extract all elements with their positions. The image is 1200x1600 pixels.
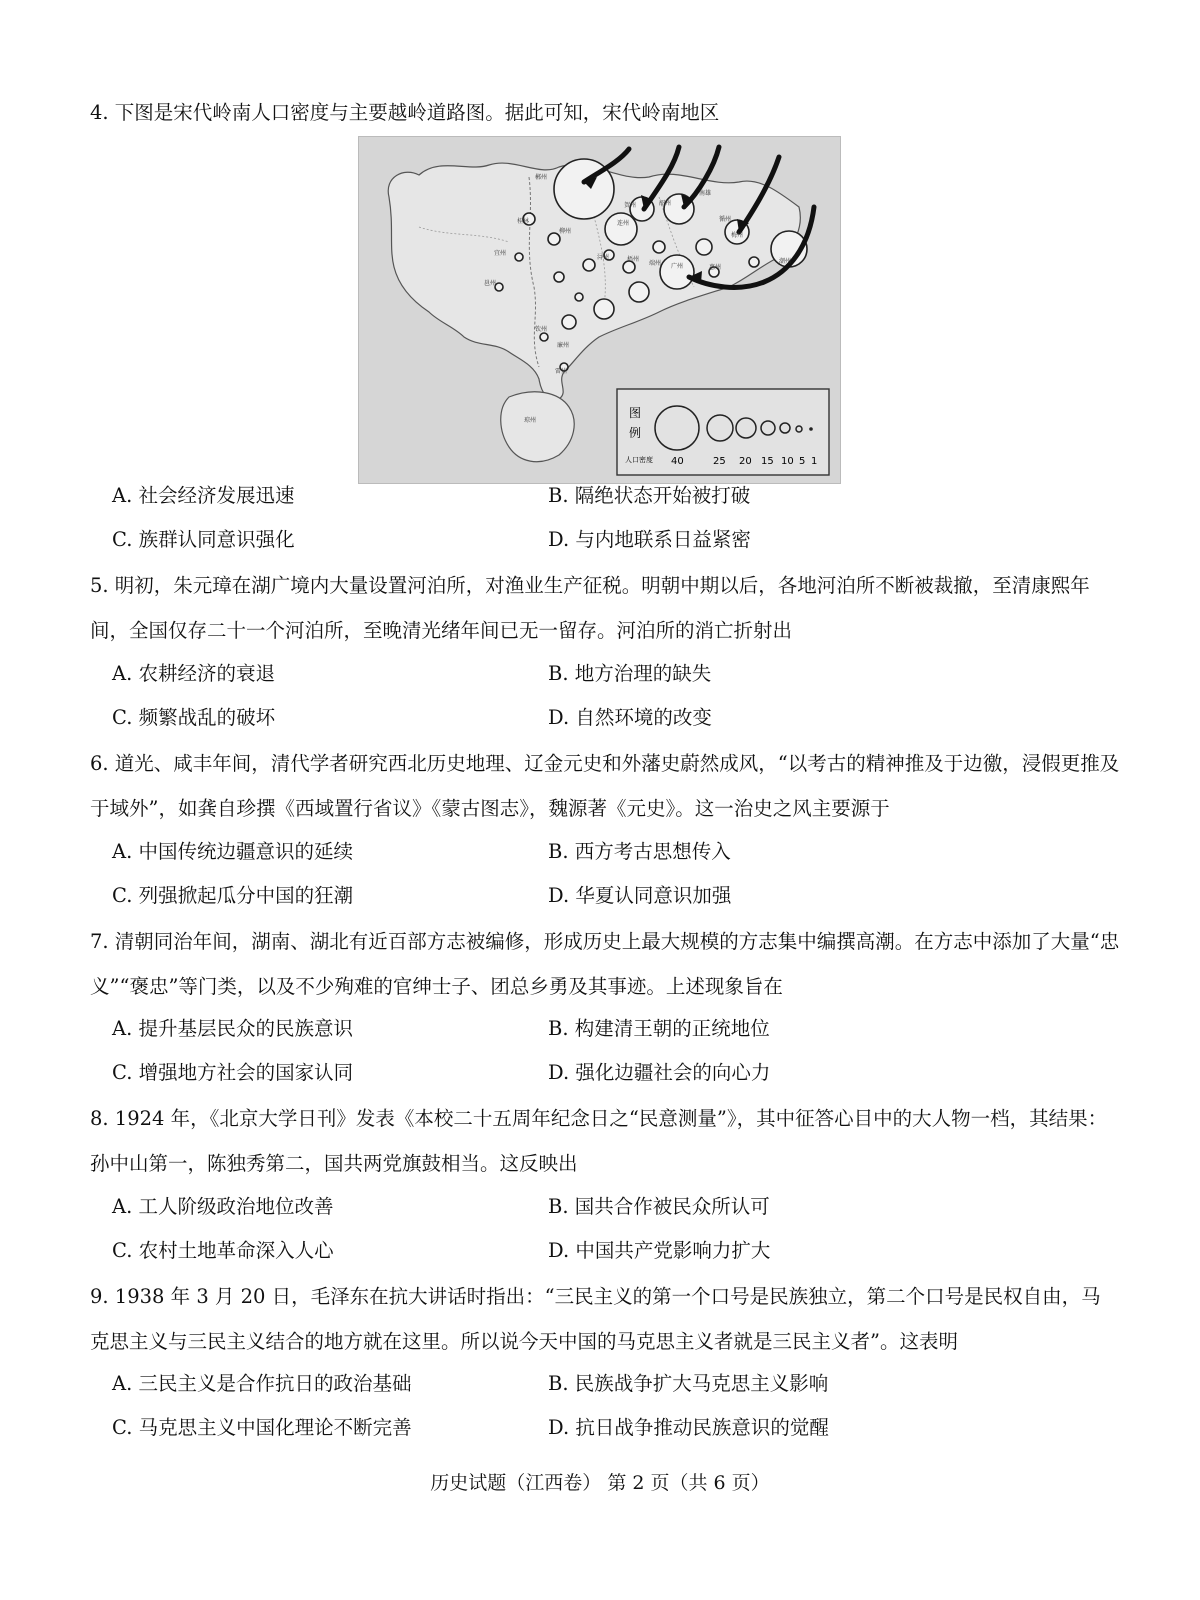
svg-text:郴州: 郴州 bbox=[535, 174, 548, 181]
legend-caption: 人口密度 bbox=[625, 456, 653, 464]
svg-text:梧州: 梧州 bbox=[627, 256, 640, 263]
map-legend bbox=[617, 389, 829, 475]
legend-value: 40 bbox=[671, 456, 684, 467]
song-lingnan-map-figure bbox=[358, 136, 841, 484]
question-stem: 8. 1924 年，《北京大学日刊》发表《本校二十五周年纪念日之“民意测量”》，其中征答心目中的大人物一档，其结果：孙中山第一，陈独秀第二，国共两党旗鼓相当。这反映出 bbox=[90, 1107, 1108, 1175]
svg-text:宜州: 宜州 bbox=[494, 250, 507, 257]
svg-text:南雄: 南雄 bbox=[699, 190, 712, 197]
legend-title-1: 图 bbox=[629, 406, 642, 420]
option-d[interactable]: D. 自然环境的改变 bbox=[548, 706, 712, 729]
option-b[interactable]: B. 民族战争扩大马克思主义影响 bbox=[548, 1372, 829, 1395]
question-stem: 7. 清朝同治年间，湖南、湖北有近百部方志被编修，形成历史上最大规模的方志集中编撰高潮。在方志中添加了大量“忠义”“褒忠”等门类，以及不少殉难的官绅士子、团总乡勇及其事迹。上述现象旨在 bbox=[90, 930, 1120, 998]
map-svg bbox=[359, 137, 840, 483]
legend-value: 15 bbox=[761, 456, 774, 467]
option-d[interactable]: D. 与内地联系日益紧密 bbox=[548, 528, 751, 551]
svg-text:邕州: 邕州 bbox=[484, 280, 497, 287]
option-c[interactable]: C. 农村土地革命深入人心 bbox=[112, 1239, 334, 1262]
question-7 bbox=[90, 919, 1120, 1009]
option-b[interactable]: B. 构建清王朝的正统地位 bbox=[548, 1017, 770, 1040]
question-4 bbox=[90, 90, 1120, 135]
svg-text:雷州: 雷州 bbox=[555, 368, 568, 375]
option-a[interactable]: A. 提升基层民众的民族意识 bbox=[112, 1017, 353, 1040]
legend-title-2: 例 bbox=[629, 426, 642, 440]
legend-value: 5 bbox=[799, 456, 806, 467]
option-b[interactable]: B. 西方考古思想传入 bbox=[548, 840, 731, 863]
svg-text:桂林: 桂林 bbox=[517, 218, 530, 225]
hainan-island bbox=[501, 392, 574, 462]
legend-value: 20 bbox=[739, 456, 752, 467]
option-a[interactable]: A. 农耕经济的衰退 bbox=[112, 662, 275, 685]
option-d[interactable]: D. 中国共产党影响力扩大 bbox=[548, 1239, 771, 1262]
option-a[interactable]: A. 社会经济发展迅速 bbox=[112, 484, 295, 507]
legend-value: 1 bbox=[811, 456, 818, 467]
question-stem: 4. 下图是宋代岭南人口密度与主要越岭道路图。据此可知，宋代岭南地区 bbox=[90, 101, 720, 124]
option-b[interactable]: B. 国共合作被民众所认可 bbox=[548, 1195, 770, 1218]
svg-text:浔州: 浔州 bbox=[597, 254, 610, 261]
option-b[interactable]: B. 地方治理的缺失 bbox=[548, 662, 712, 685]
question-9 bbox=[90, 1274, 1120, 1364]
svg-text:潮州: 潮州 bbox=[779, 258, 792, 265]
legend-value: 10 bbox=[781, 456, 794, 467]
question-stem: 9. 1938 年 3 月 20 日，毛泽东在抗大讲话时指出：“三民主义的第一个口号是民族独立，第二个口号是民权自由，马克思主义与三民主义结合的地方就在这里。所以说今天中国的马克思主义者就是三民主义者”。这表明 bbox=[90, 1285, 1101, 1353]
svg-text:连州: 连州 bbox=[617, 220, 630, 227]
option-d[interactable]: D. 抗日战争推动民族意识的觉醒 bbox=[548, 1416, 829, 1439]
option-d[interactable]: D. 强化边疆社会的向心力 bbox=[548, 1061, 771, 1084]
option-b[interactable]: B. 隔绝状态开始被打破 bbox=[548, 484, 751, 507]
svg-text:广州: 广州 bbox=[671, 263, 684, 270]
svg-text:梅州: 梅州 bbox=[731, 232, 744, 239]
option-a[interactable]: A. 工人阶级政治地位改善 bbox=[112, 1195, 334, 1218]
question-stem: 5. 明初，朱元璋在湖广境内大量设置河泊所，对渔业生产征税。明朝中期以后，各地河泊所不断被裁撤，至清康熙年间，全国仅存二十一个河泊所，至晚清光绪年间已无一留存。河泊所的消亡折射出 bbox=[90, 574, 1090, 642]
svg-text:钦州: 钦州 bbox=[535, 326, 548, 333]
svg-text:琼州: 琼州 bbox=[524, 417, 537, 424]
option-d[interactable]: D. 华夏认同意识加强 bbox=[548, 884, 732, 907]
svg-text:韶州: 韶州 bbox=[659, 200, 672, 207]
option-c[interactable]: C. 族群认同意识强化 bbox=[112, 528, 295, 551]
svg-text:惠州: 惠州 bbox=[709, 264, 722, 271]
svg-text:贺州: 贺州 bbox=[624, 202, 637, 209]
question-6 bbox=[90, 741, 1120, 831]
option-c[interactable]: C. 频繁战乱的破坏 bbox=[112, 706, 276, 729]
option-a[interactable]: A. 三民主义是合作抗日的政治基础 bbox=[112, 1372, 412, 1395]
option-c[interactable]: C. 马克思主义中国化理论不断完善 bbox=[112, 1416, 412, 1439]
option-a[interactable]: A. 中国传统边疆意识的延续 bbox=[112, 840, 353, 863]
svg-text:廉州: 廉州 bbox=[557, 342, 570, 349]
svg-text:循州: 循州 bbox=[719, 216, 732, 223]
question-stem: 6. 道光、咸丰年间，清代学者研究西北历史地理、辽金元史和外藩史蔚然成风，“以考古的精神推及于边徼，浸假更推及于域外”，如龚自珍撰《西域置行省议》《蒙古图志》，魏源著《元史》。这一治史之风主要源于 bbox=[90, 752, 1120, 820]
svg-text:柳州: 柳州 bbox=[559, 228, 572, 235]
question-5 bbox=[90, 563, 1120, 653]
footer-text: 历史试题（江西卷） 第 2 页（共 6 页） bbox=[430, 1472, 770, 1494]
option-c[interactable]: C. 增强地方社会的国家认同 bbox=[112, 1061, 354, 1084]
question-8 bbox=[90, 1096, 1120, 1186]
legend-value: 25 bbox=[713, 456, 726, 467]
page-footer bbox=[0, 1468, 1200, 1495]
option-c[interactable]: C. 列强掀起瓜分中国的狂潮 bbox=[112, 884, 354, 907]
svg-text:端州: 端州 bbox=[649, 260, 662, 267]
